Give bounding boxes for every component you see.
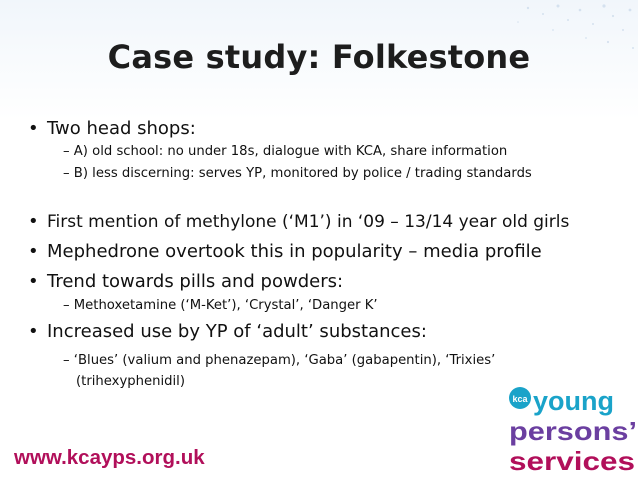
logo-line-persons: persons’ (509, 416, 637, 446)
kca-young-persons-services-logo (506, 384, 638, 479)
bullet-item (28, 271, 343, 293)
bullet-text: Mephedrone overtook this in popularity – media profile (47, 241, 542, 262)
bullet-text: Trend towards pills and powders: (47, 271, 344, 292)
bullet-text: First mention of methylone (‘M1’) in ‘09 – 13/14 year old girls (47, 212, 570, 232)
bullet-item (28, 321, 427, 343)
sub-bullet-item: – A) old school: no under 18s, dialogue with KCA, share information (63, 144, 508, 159)
bullet-glyph: • (28, 211, 39, 232)
bullet-glyph: • (28, 118, 39, 139)
bullet-glyph: • (28, 241, 39, 262)
sub-bullet-item: – Methoxetamine (‘M-Ket’), ‘Crystal’, ‘Danger K’ (63, 298, 378, 313)
logo-badge-text: kca (512, 394, 528, 404)
logo-line-services: services (509, 446, 635, 476)
sub-bullet-item: (trihexyphenidil) (76, 374, 185, 389)
bullet-text: Two head shops: (47, 118, 196, 139)
bullet-text: Increased use by YP of ‘adult’ substances: (47, 321, 427, 342)
bullet-glyph: • (28, 321, 39, 342)
bullet-item (28, 211, 569, 233)
sub-bullet-item: – B) less discerning: serves YP, monitored by police / trading standards (63, 166, 532, 181)
sub-bullet-item: – ‘Blues’ (valium and phenazepam), ‘Gaba’ (gabapentin), ‘Trixies’ (63, 353, 496, 368)
bullet-glyph: • (28, 271, 39, 292)
footer-url: www.kcayps.org.uk (14, 446, 205, 469)
logo-line-young: young (533, 386, 614, 416)
bullet-item (28, 241, 542, 263)
bullet-item (28, 118, 196, 140)
slide-title: Case study: Folkestone (107, 38, 531, 76)
